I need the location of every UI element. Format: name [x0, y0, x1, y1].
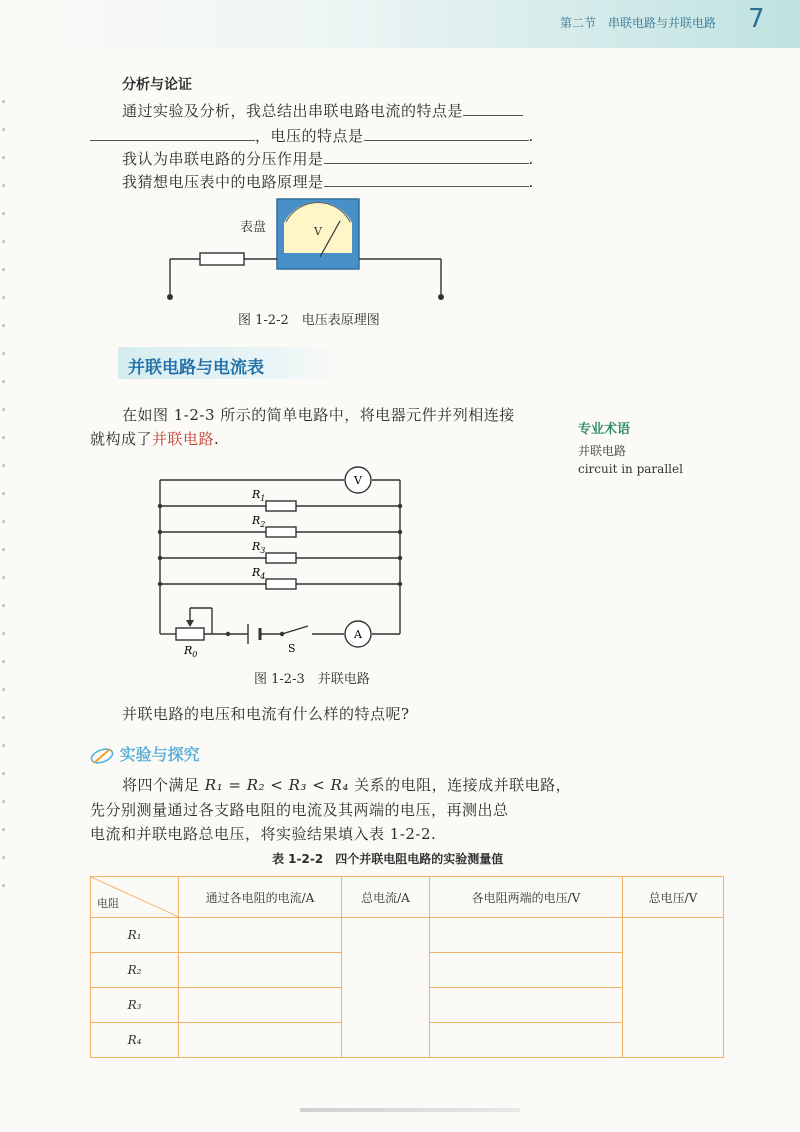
- column-header: 通过各电阻的电流/A: [179, 877, 342, 918]
- fill-blank[interactable]: [463, 101, 523, 116]
- fill-blank[interactable]: [364, 126, 529, 141]
- table-cell-current[interactable]: [179, 953, 342, 988]
- junction-dot: [226, 632, 230, 636]
- parallel-circuit-diagram: [150, 462, 420, 662]
- meter-symbol: V: [314, 225, 322, 238]
- header-chapter-title: 串联电路与并联电路: [608, 16, 717, 30]
- table-corner-cell: [91, 877, 179, 918]
- resistor-label-r4: $R_4$: [252, 566, 266, 581]
- analysis-line-2: [90, 125, 534, 146]
- table-row: [91, 918, 724, 953]
- experiment-line-3: 电流和并联电路总电压，将实验结果填入表 1-2-2.: [90, 825, 437, 843]
- junction-dot: [398, 582, 402, 586]
- junction-dot: [398, 556, 402, 560]
- table-cell-voltage[interactable]: [430, 988, 623, 1023]
- fill-blank[interactable]: [324, 149, 529, 164]
- switch-label: S: [288, 642, 296, 655]
- period: .: [528, 127, 534, 145]
- resistor-r3: [266, 553, 296, 563]
- page-footer-bar: [300, 1108, 520, 1112]
- junction-dot: [158, 556, 162, 560]
- terminal: [167, 294, 173, 300]
- period: .: [528, 173, 534, 191]
- analysis-line-4: [122, 171, 534, 192]
- figure-caption-1: 图 1-2-2 电压表原理图: [238, 313, 380, 328]
- glossary-term-cn: 并联电路: [578, 444, 627, 458]
- section-heading-text: 并联电路与电流表: [128, 358, 264, 378]
- experiment-line-1a: 将四个满足: [122, 776, 200, 794]
- switch-lever: [282, 626, 308, 634]
- dial-label: 表盘: [240, 220, 267, 235]
- ammeter-label: A: [354, 628, 362, 641]
- table-cell-voltage[interactable]: [430, 953, 623, 988]
- fill-blank[interactable]: [90, 126, 255, 141]
- section-paragraph-line-2: [90, 428, 219, 449]
- section-paragraph-line-1: 在如图 1-2-3 所示的简单电路中，将电器元件并列相连接: [122, 406, 515, 424]
- measurement-table: [90, 876, 724, 1058]
- paragraph-prefix: 就构成了: [90, 430, 153, 448]
- section-heading: [118, 347, 343, 379]
- rheostat-label: $R_0$: [184, 644, 198, 659]
- column-header: 总电压/V: [623, 877, 724, 918]
- table-cell-voltage[interactable]: [430, 918, 623, 953]
- resistance-relation: R₁ = R₂ < R₃ < R₄: [204, 776, 349, 794]
- terminal: [438, 294, 444, 300]
- resistor-label-r2: $R_2$: [252, 514, 266, 529]
- experiment-line-1b: 关系的电阻，连接成并联电路，: [354, 776, 572, 794]
- experiment-heading: [90, 742, 200, 766]
- analysis-line-1: [122, 100, 523, 121]
- analysis-line-1-text: 通过实验及分析，我总结出串联电路电流的特点是: [122, 102, 464, 120]
- resistor: [200, 253, 244, 265]
- resistor-label-r1: $R_1$: [252, 488, 266, 503]
- table-cell-total-current[interactable]: [342, 918, 430, 1058]
- junction-dot: [158, 504, 162, 508]
- row-label: R₂: [91, 953, 179, 988]
- rheostat-arrow: [186, 620, 194, 627]
- table-cell-current[interactable]: [179, 988, 342, 1023]
- table-caption: 表 1-2-2 四个并联电阻电路的实验测量值: [272, 852, 504, 866]
- table-cell-total-voltage[interactable]: [623, 918, 724, 1058]
- binding-edge-marks: [2, 100, 5, 900]
- analysis-line-4-text: 我猜想电压表中的电路原理是: [122, 173, 324, 191]
- header-section-label: 第二节: [560, 16, 597, 30]
- row-label: R₃: [91, 988, 179, 1023]
- question-text: 并联电路的电压和电流有什么样的特点呢?: [122, 705, 410, 723]
- resistor-label-r3: $R_3$: [252, 540, 266, 555]
- page-number: 7: [748, 4, 765, 34]
- resistor-r4: [266, 579, 296, 589]
- switch-pivot: [280, 632, 284, 636]
- junction-dot: [158, 582, 162, 586]
- table-header-row: [91, 877, 724, 918]
- experiment-line-2: 先分别测量通过各支路电阻的电流及其两端的电压，再测出总: [90, 801, 509, 819]
- period: .: [528, 150, 534, 168]
- junction-dot: [398, 504, 402, 508]
- rheostat: [176, 628, 204, 640]
- analysis-heading: 分析与论证: [122, 77, 192, 93]
- voltmeter-label: V: [354, 474, 362, 487]
- column-header: 总电流/A: [342, 877, 430, 918]
- glossary-term-en: circuit in parallel: [578, 462, 683, 476]
- analysis-line-2-text: ，电压的特点是: [255, 127, 364, 145]
- period: .: [214, 430, 220, 448]
- table-cell-voltage[interactable]: [430, 1023, 623, 1058]
- analysis-line-3: [122, 148, 534, 169]
- table-cell-current[interactable]: [179, 918, 342, 953]
- row-label: R₁: [91, 918, 179, 953]
- resistor-r2: [266, 527, 296, 537]
- row-label: R₄: [91, 1023, 179, 1058]
- analysis-line-3-text: 我认为串联电路的分压作用是: [122, 150, 324, 168]
- experiment-icon: [90, 746, 114, 766]
- glossary-title: 专业术语: [578, 422, 631, 437]
- experiment-heading-text: 实验与探究: [119, 745, 200, 764]
- corner-label: 电阻: [97, 897, 119, 910]
- junction-dot: [158, 530, 162, 534]
- table-cell-current[interactable]: [179, 1023, 342, 1058]
- key-term: 并联电路: [152, 430, 215, 448]
- resistor-r1: [266, 501, 296, 511]
- experiment-line-1: [122, 774, 571, 795]
- voltmeter-principle-diagram: [160, 195, 460, 305]
- fill-blank[interactable]: [324, 172, 529, 187]
- junction-dot: [398, 530, 402, 534]
- column-header: 各电阻两端的电压/V: [430, 877, 623, 918]
- figure-caption-2: 图 1-2-3 并联电路: [254, 672, 370, 687]
